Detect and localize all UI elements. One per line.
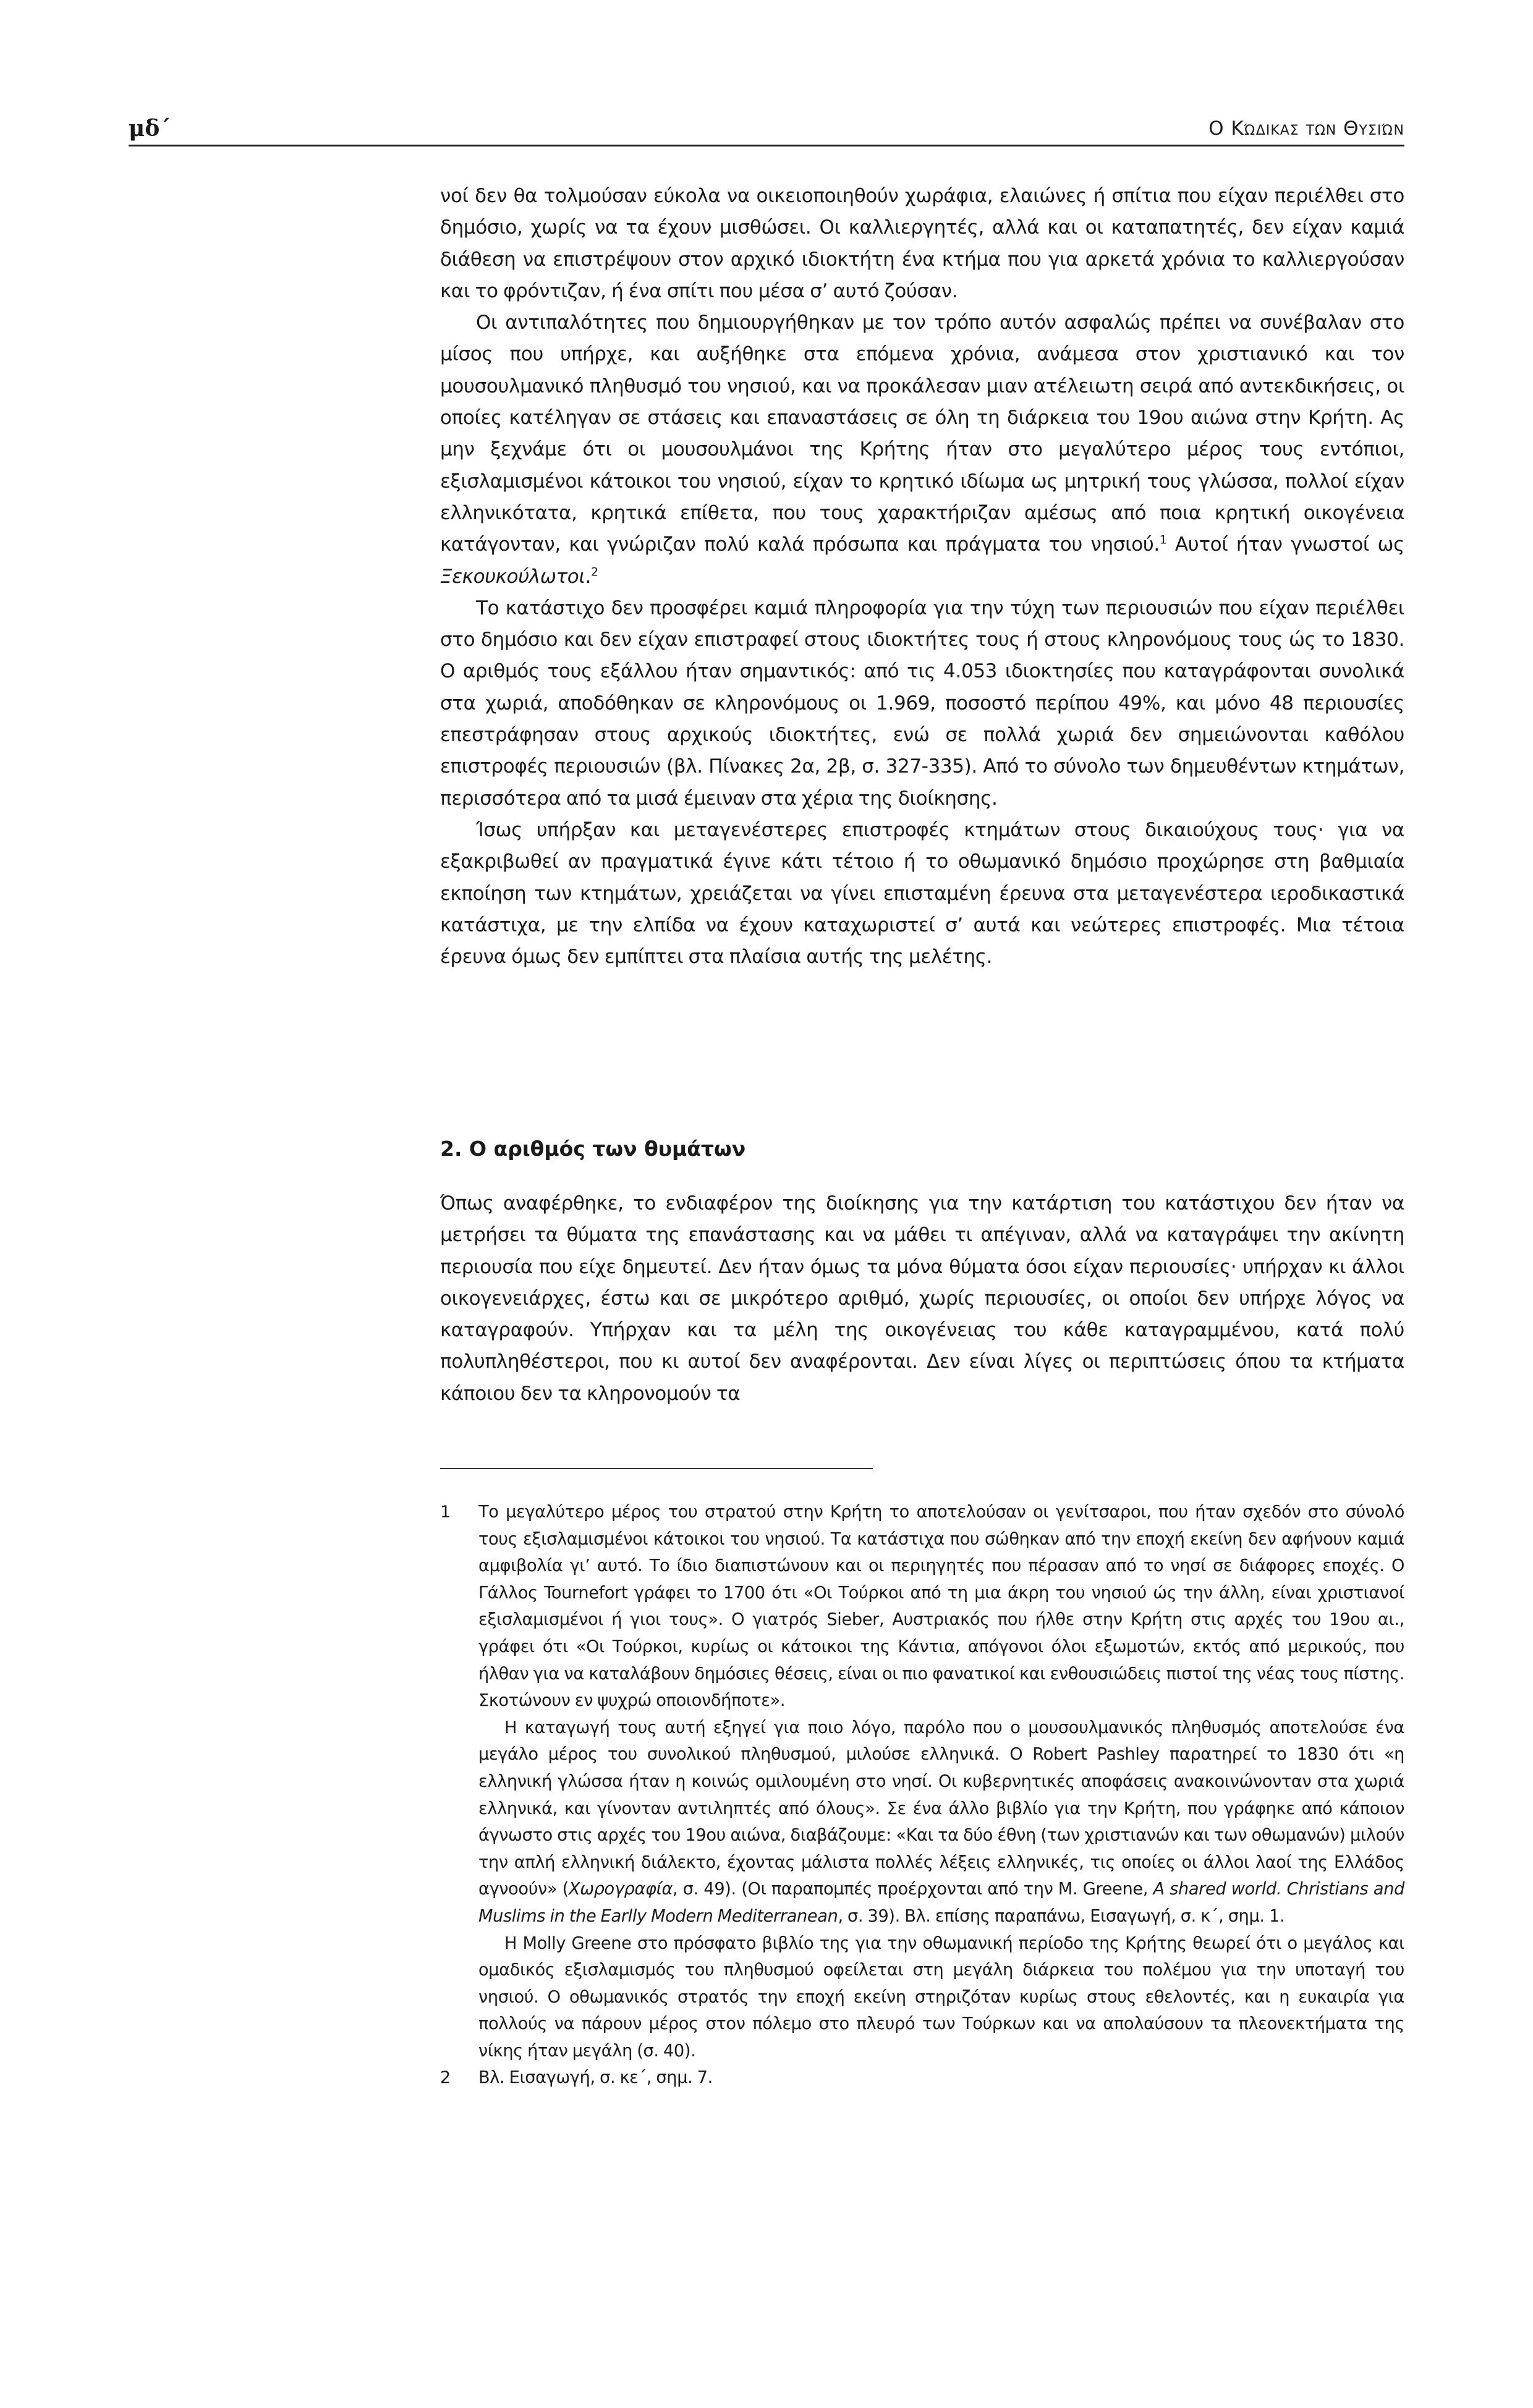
footnote-1-p2-emphasis-2: A shared world. Christians and Muslims in the Earlly Modern Mediterranean — [478, 1880, 1404, 1926]
paragraph-3: Το κατάστιχο δεν προσφέρει καμιά πληροφορία για την τύχη των περιουσιών που είχαν περιέλθει στο δημόσιο και δεν είχαν επιστραφεί στους ιδιοκτήτες τους ή στους κληρονόμους τους ώς το 1830. Ο αριθμός τους εξάλλου ήταν σημαντικός: από τις 4.053 ιδιοκτησίες που καταγράφονται συνολικά στα χωριά, αποδόθηκαν σε κληρονόμους οι 1.969, ποσοστό περίπου 49%, και μόνο 48 περιουσίες επεστράφησαν στους αρχικούς ιδιοκτήτες, ενώ σε πολλά χωριά δεν σημειώνονται καθόλου επιστροφές περιουσιών (βλ. Πίνακες 2α, 2β, σ. 327-335). Από το σύνολο των δημευθέντων κτημάτων, περισσότερα από τα μισά έμειναν στα χέρια της διοίκησης. — [440, 596, 1404, 810]
footnote-1-p2-part-c: , σ. 39). Βλ. επίσης παραπάνω, Εισαγωγή, σ. κ΄, σημ. 1. — [838, 1906, 1285, 1926]
footnote-1-paragraph-2 — [478, 1715, 1404, 1930]
paragraph-2 — [440, 307, 1404, 593]
running-title: Ο Κώδικας των Θυσιών — [1208, 117, 1404, 140]
footnote-ref-1[interactable]: 1 — [1159, 533, 1167, 547]
footnote-1-mark: 1 — [440, 1503, 451, 1522]
body-text — [440, 180, 1404, 973]
paragraph-2-mid: Αυτοί ήταν γνωστοί ως — [1166, 533, 1404, 556]
footnote-2 — [440, 2064, 1404, 2092]
footnote-1 — [440, 1499, 1404, 2064]
paragraph-4: Ίσως υπήρξαν και μεταγενέστερες επιστροφές κτημάτων στους δικαιούχους τους· για να εξακριβωθεί αν πραγματικά έγινε κάτι τέτοιο ή το οθωμανικό δημόσιο προχώρησε στη βαθμιαία εκποίηση των κτημάτων, χρειάζεται να γίνει επισταμένη έρευνα στα μεταγενέστερα ιεροδικαστικά κατάστιχα, με την ελπίδα να έχουν καταχωριστεί σ’ αυτά και νεώτερες επιστροφές. Μια τέτοια έρευνα όμως δεν εμπίπτει στα πλαίσια αυτής της μελέτης. — [440, 818, 1404, 969]
footnote-1-p2-emphasis-1: Χωρογραφία — [568, 1880, 673, 1899]
footnote-rule — [440, 1468, 873, 1469]
paragraph-2-end: . — [585, 565, 592, 588]
section-heading: 2. Ο αριθμός των θυμάτων — [440, 1137, 746, 1161]
footnote-2-mark: 2 — [440, 2068, 451, 2088]
footnote-2-text: Βλ. Εισαγωγή, σ. κε΄, σημ. 7. — [478, 2068, 713, 2088]
paragraph-2-emphasis: Ξεκουκούλωτοι — [440, 565, 585, 588]
footnote-1-paragraph-3: Η Molly Greene στο πρόσφατο βιβλίο της για την οθωμανική περίοδο της Κρήτης θεωρεί ότι ο μεγάλος και ομαδικός εξισλαμισμός του πληθυσμού οφείλεται στη μεγάλη διάρκεια του πολέμου για την υποταγή του νησιού. Ο οθωμανικός στρατός την εποχή εκείνη στηριζόταν κυρίως στους εθελοντές, και η ευκαιρία για πολλούς να πάρουν μέρος στον πόλεμο στο πλευρό των Τούρκων και να απολαύσουν τα πλεονεκτήματα της νίκης ήταν μεγάλη (σ. 40). — [478, 1933, 1404, 2061]
footnote-1-p2-part-b: , σ. 49). (Οι παραπομπές προέρχονται από την M. Greene, — [673, 1880, 1153, 1899]
section-paragraph-1: Όπως αναφέρθηκε, το ενδιαφέρον της διοίκησης για την κατάρτιση του κατάστιχου δεν ήταν να μετρήσει τα θύματα της επανάστασης και να μάθει τι απέγιναν, αλλά να καταγράψει την ακίνητη περιουσία που είχε δημευτεί. Δεν ήταν όμως τα μόνα θύματα όσοι είχαν περιουσίες· υπήρχαν κι άλλοι οικογενειάρχες, έστω και σε μικρότερο αριθμό, χωρίς περιουσίες, οι οποίοι δεν υπήρχε λόγος να καταγραφούν. Υπήρχαν και τα μέλη της οικογένειας του κάθε καταγραμμένου, κατά πολύ πολυπληθέστεροι, που κι αυτοί δεν αναφέρονται. Δεν είναι λίγες οι περιπτώσεις όπου τα κτήματα κάποιου δεν τα κληρονομούν τα — [440, 1192, 1404, 1405]
paragraph-1: νοί δεν θα τολμούσαν εύκολα να οικειοποιηθούν χωράφια, ελαιώνες ή σπίτια που είχαν περιέλθει στο δημόσιο, χωρίς να τα έχουν μισθώσει. Οι καλλιεργητές, αλλά και οι καταπατητές, δεν είχαν καμιά διάθεση να επιστρέψουν στον αρχικό ιδιοκτήτη ένα κτήμα που για αρκετά χρόνια το καλλιεργούσαν και το φρόντιζαν, ή ένα σπίτι που μέσα σ’ αυτό ζούσαν. — [440, 185, 1404, 302]
footnote-ref-2[interactable]: 2 — [591, 566, 598, 579]
paragraph-2-main: Οι αντιπαλότητες που δημιουργήθηκαν με τον τρόπο αυτόν ασφαλώς πρέπει να συνέβαλαν στο μίσος που υπήρχε, και αυξήθηκε στα επόμενα χρόνια, ανάμεσα στον χριστιανικό και τον μουσουλμανικό πληθυσμό του νησιού, και να προκάλεσαν μιαν ατέλειωτη σειρά από αντεκδικήσεις, οι οποίες κατέληγαν σε στάσεις και επαναστάσεις σε όλη τη διάρκεια του 19ου αιώνα στην Κρήτη. Ας μην ξεχνάμε ότι οι μουσουλμάνοι της Κρήτης ήταν στο μεγαλύτερο μέρος τους εντόπιοι, εξισλαμισμένοι κάτοικοι του νησιού, είχαν το κρητικό ιδίωμα ως μητρική τους γλώσσα, πολλοί είχαν ελληνικότατα, κρητικά επίθετα, που τους χαρακτήριζαν αμέσως από ποια κρητική οικογένεια κατάγονταν, και γνώριζαν πολύ καλά πρόσωπα και πράγματα του νησιού. — [440, 312, 1404, 556]
running-head — [129, 115, 1404, 146]
section-text — [440, 1188, 1404, 1410]
footnotes — [440, 1499, 1404, 2092]
footnote-1-p2-part-a: Η καταγωγή τους αυτή εξηγεί για ποιο λόγο, παρόλο που ο μουσουλμανικός πληθυσμός αποτελούσε ένα μεγάλο μέρος του συνολικού πληθυσμού, μιλούσε ελληνικά. Ο Robert Pashley παρατηρεί το 1830 ότι «η ελληνική γλώσσα ήταν η κοινώς ομιλουμένη στο νησί. Οι κυβερνητικές αποφάσεις ανακοινώνονταν στα χωριά ελληνικά, και γίνονταν αντιληπτές από όλους». Σε ένα άλλο βιβλίο για την Κρήτη, που γράφηκε από κάποιον άγνωστο στις αρχές του 19ου αιώνα, διαβάζουμε: «Και τα δύο έθνη (των χριστιανών και των οθωμανών) μιλούν την απλή ελληνική διάλεκτο, έχοντας μάλιστα πολλές λέξεις ελληνικές, τις οποίες οι άλλοι λαοί της Ελλάδος αγνοούν» ( — [478, 1718, 1404, 1899]
page-number: μδ΄ — [129, 116, 171, 142]
footnote-1-paragraph-1: Το μεγαλύτερο μέρος του στρατού στην Κρήτη το αποτελούσαν οι γενίτσαροι, που ήταν σχεδόν στο σύνολό τους εξισλαμισμένοι κάτοικοι του νησιού. Τα κατάστιχα που σώθηκαν από την εποχή εκείνη δεν αφήνουν καμιά αμφιβολία γι’ αυτό. Το ίδιο διαπιστώνουν και οι περιηγητές που πέρασαν από το νησί σε διάφορες εποχές. Ο Γάλλος Tournefort γράφει το 1700 ότι «Οι Τούρκοι από τη μια άκρη του νησιού ώς την άλλη, είναι χριστιανοί εξισλαμισμένοι ή γιοι τους». Ο γιατρός Sieber, Αυστριακός που ήλθε στην Κρήτη στις αρχές του 19ου αι., γράφει ότι «Οι Τούρκοι, κυρίως οι κάτοικοι της Κάντια, απόγονοι όλοι εξωμοτών, εκτός από μερικούς, που ήλθαν για να καταλάβουν δημόσιες θέσεις, είναι οι πιο φανατικοί και ενθουσιώδεις πιστοί της νέας τους πίστης. Σκοτώνουν εν ψυχρώ οποιονδήποτε». — [478, 1503, 1404, 1711]
